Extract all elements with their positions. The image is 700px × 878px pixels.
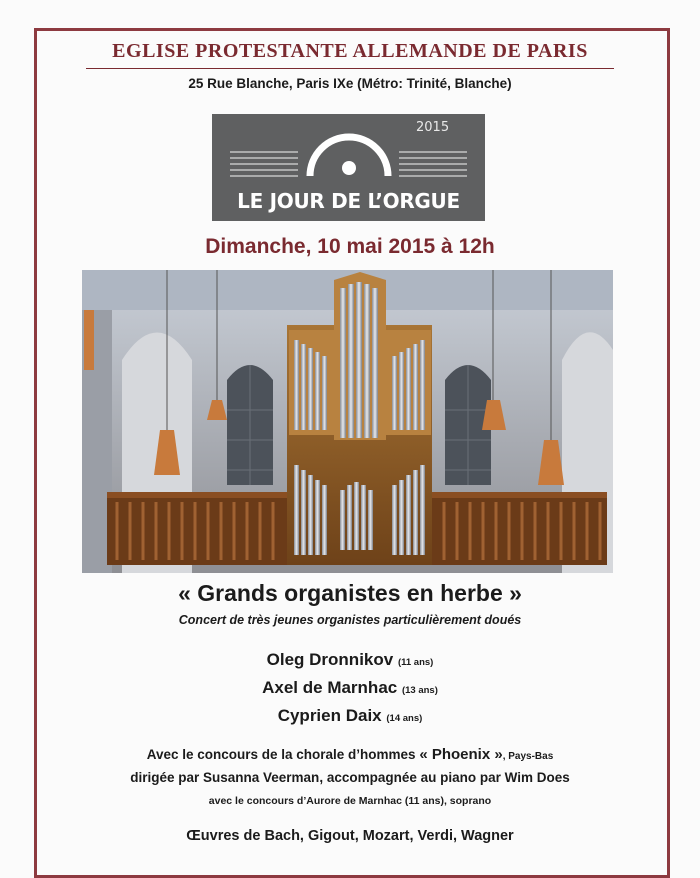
director-prefix: dirigée par [130,770,203,785]
performer-name: Cyprien Daix [277,706,382,725]
performer-name: Oleg Dronnikov [266,650,394,669]
event-logo [212,114,485,221]
choir-prefix: Avec le concours de la chorale d’hommes [146,747,420,762]
soprano-name: Aurore de Marnhac (11 ans), soprano [306,795,492,807]
soprano-prefix: avec le concours d’ [208,795,307,807]
concert-tagline: Concert de très jeunes organistes particulièrement doués [178,613,522,627]
logo-title: LE JOUR DE L’ORGUE [237,189,460,213]
director-name: Susanna Veerman [203,770,320,785]
performer [0,650,700,670]
performer-age: (11 ans) [397,657,434,668]
performer-name: Axel de Marnhac [262,678,398,697]
pianist-name: Wim Does [504,770,570,785]
church-name: EGLISE PROTESTANTE ALLEMANDE DE PARIS [112,40,588,62]
performer-age: (13 ans) [401,685,438,696]
piano-prefix: , accompagnée au piano par [319,770,505,785]
header-rule [86,68,614,69]
performer-age: (14 ans) [386,713,423,724]
choir-country: , Pays-Bas [502,751,554,762]
performer [0,678,700,698]
address: 25 Rue Blanche, Paris IXe (Métro: Trinité, Blanche) [188,76,512,91]
choir-name: « Phoenix » [419,746,503,763]
logo-year: 2015 [416,120,450,135]
choir-line [0,746,700,763]
works-line: Œuvres de Bach, Gigout, Mozart, Verdi, Wagner [186,828,514,844]
concert-title: « Grands organistes en herbe » [178,580,522,606]
event-date: Dimanche, 10 mai 2015 à 12h [205,235,495,258]
director-line [0,770,700,785]
soprano-line [0,795,700,807]
organ-photo [82,270,613,573]
performer [0,706,700,726]
